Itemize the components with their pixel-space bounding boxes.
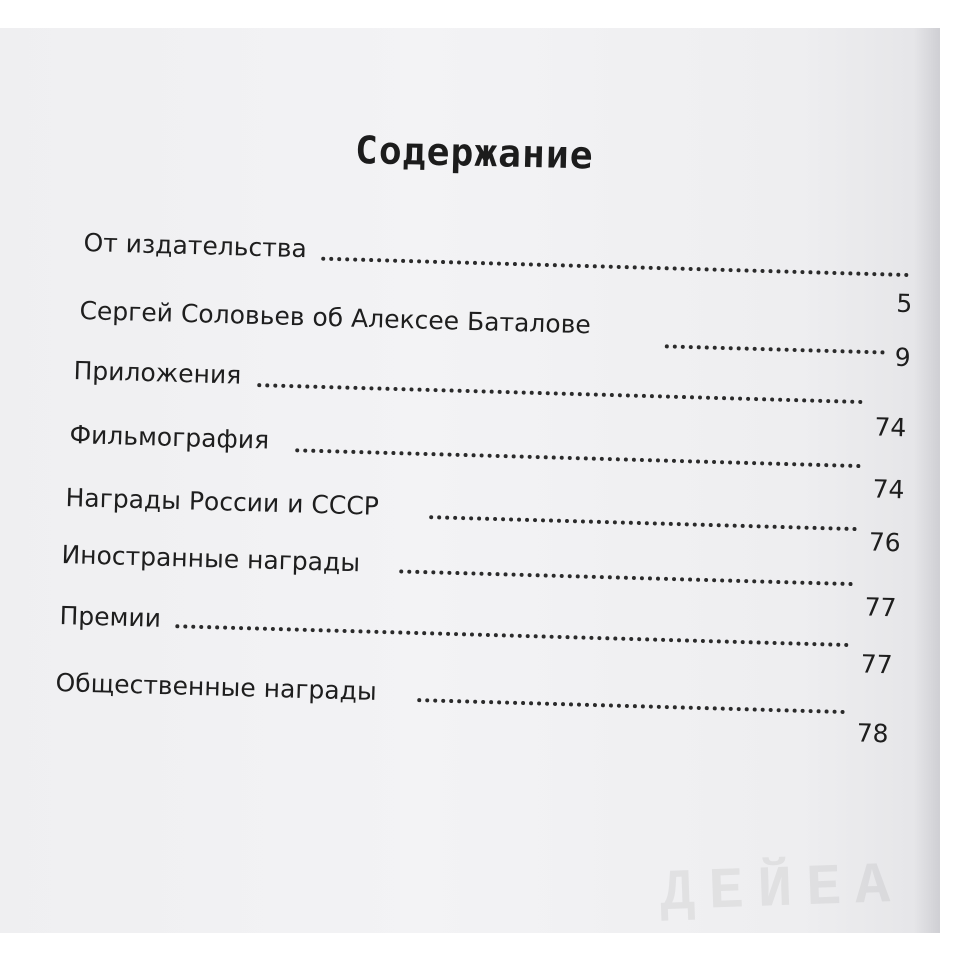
- toc-entry-page: 78: [856, 718, 889, 749]
- dot-leader: [175, 624, 849, 647]
- toc-entry-page: 76: [868, 527, 902, 558]
- toc-entry-title: Иностранные награды: [61, 540, 361, 578]
- toc-entry-page: 77: [860, 649, 893, 680]
- toc-entry-title: Фильмография: [69, 420, 270, 455]
- dot-leader: [399, 569, 853, 586]
- toc-entry-title: Премии: [59, 601, 162, 633]
- dot-leader: [665, 344, 885, 354]
- toc-entry-page: 5: [895, 288, 913, 319]
- contents-heading: Содержание: [354, 128, 595, 178]
- dot-leader: [429, 515, 857, 531]
- dot-leader: [257, 383, 863, 404]
- toc-entry-title: Приложения: [73, 356, 242, 390]
- toc-entry-page: 74: [872, 474, 905, 505]
- toc-entry-title: Общественные награды: [55, 668, 378, 706]
- toc-entry-title: Награды России и СССР: [65, 483, 380, 521]
- dot-leader: [295, 448, 861, 468]
- toc-entry-page: 77: [864, 592, 897, 623]
- bleed-through-decoration: ДЕЙЕА: [658, 853, 906, 928]
- toc-entry-title: Сергей Соловьев об Алексее Баталове: [79, 296, 592, 340]
- toc-entry-page: 9: [894, 342, 912, 373]
- toc-entry-page: 74: [874, 412, 907, 443]
- toc-entry-title: От издательства: [83, 228, 308, 264]
- dot-leader: [321, 257, 909, 277]
- dot-leader: [417, 698, 845, 714]
